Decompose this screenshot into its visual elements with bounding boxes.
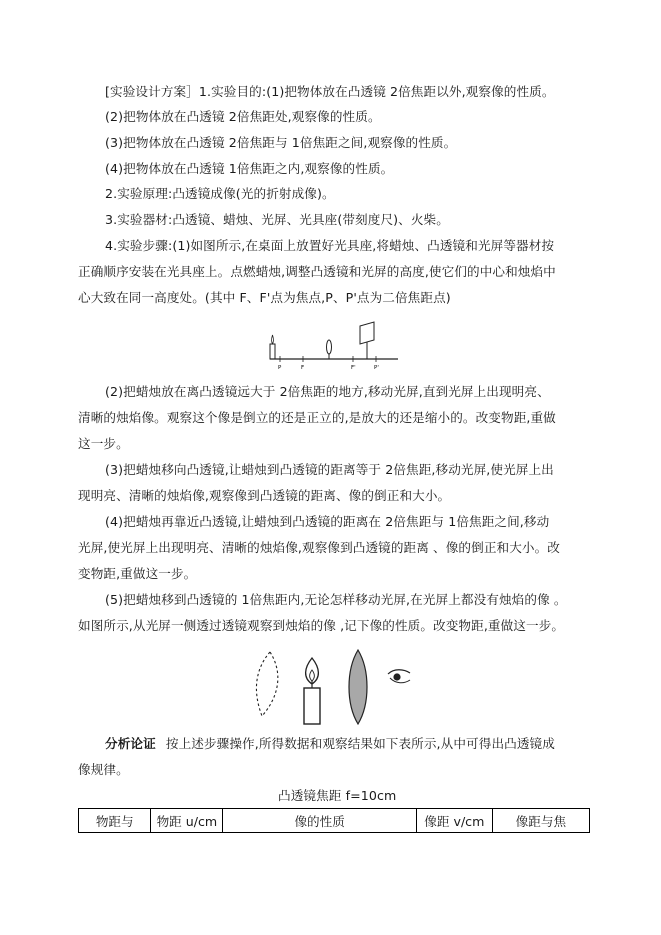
- text-line: [实验设计方案］1.实验目的:(1)把物体放在凸透镜 2倍焦距以外,观察像的性质。: [105, 84, 555, 99]
- text-line: 像规律。: [78, 762, 129, 777]
- text-line: 清晰的烛焰像。观察这个像是倒立的还是正立的,是放大的还是缩小的。改变物距,重做: [78, 410, 556, 425]
- text-line: 这一步。: [78, 436, 129, 451]
- text-line: (5)把蜡烛移到凸透镜的 1倍焦距内,无论怎样移动光屏,在光屏上都没有烛焰的像 。: [105, 592, 567, 607]
- text-line: 3.实验器材:凸透镜、蜡烛、光屏、光具座(带刻度尺)、火柴。: [105, 212, 449, 227]
- text-line: (3)把物体放在凸透镜 2倍焦距与 1倍焦距之间,观察像的性质。: [105, 135, 457, 150]
- text-line: 心大致在同一高度处。(其中 F、F'点为焦点,P、P'点为二倍焦距点): [78, 290, 451, 305]
- text-line: 变物距,重做这一步。: [78, 566, 197, 581]
- analysis-text: 按上述步骤操作,所得数据和观察结果如下表所示,从中可得出凸透镜成: [165, 736, 555, 751]
- text-line: 现明亮、清晰的烛焰像,观察像到凸透镜的距离、像的倒正和大小。: [78, 488, 451, 503]
- text-line: (2)把物体放在凸透镜 2倍焦距处,观察像的性质。: [105, 109, 381, 124]
- text-line: 4.实验步骤:(1)如图所示,在桌面上放置好光具座,将蜡烛、凸透镜和光屏等器材按: [105, 238, 555, 253]
- analysis-line: [105, 736, 555, 752]
- virtual-image-figure: [248, 648, 420, 726]
- text-line: (4)把蜡烛再靠近凸透镜,让蜡烛到凸透镜的距离在 2倍焦距与 1倍焦距之间,移动: [105, 514, 550, 529]
- text-line: (4)把物体放在凸透镜 1倍焦距之内,观察像的性质。: [105, 161, 394, 176]
- point-label-f-prime: F': [351, 365, 356, 370]
- table-header-cell: 像距 v/cm: [416, 809, 492, 833]
- analysis-heading: 分析论证: [105, 736, 156, 751]
- text-line: 2.实验原理:凸透镜成像(光的折射成像)。: [105, 186, 335, 201]
- point-label-p: P: [278, 365, 282, 370]
- table-header-row: [79, 809, 590, 833]
- text-line: (2)把蜡烛放在离凸透镜远大于 2倍焦距的地方,移动光屏,直到光屏上出现明亮、: [105, 384, 550, 399]
- table-header-cell: 物距与: [79, 809, 151, 833]
- optical-bench-figure: [264, 318, 398, 370]
- text-line: 正确顺序安装在光具座上。点燃蜡烛,调整凸透镜和光屏的高度,使它们的中心和烛焰中: [78, 264, 556, 279]
- text-line: (3)把蜡烛移向凸透镜,让蜡烛到凸透镜的距离等于 2倍焦距,移动光屏,使光屏上出: [105, 462, 554, 477]
- text-line: 光屏,使光屏上出现明亮、清晰的烛焰像,观察像到凸透镜的距离 、像的倒正和大小。改: [78, 540, 560, 555]
- point-label-p-prime: P': [374, 365, 379, 370]
- table-header-cell: 像的性质: [223, 809, 417, 833]
- point-label-f: F: [301, 365, 305, 370]
- data-table: [78, 808, 590, 833]
- table-header-cell: 像距与焦: [492, 809, 589, 833]
- text-line: 如图所示,从光屏一侧透过透镜观察到烛焰的像 ,记下像的性质。改变物距,重做这一步。: [78, 618, 565, 633]
- table-caption: 凸透镜焦距 f=10cm: [278, 788, 397, 803]
- table-header-cell: 物距 u/cm: [151, 809, 223, 833]
